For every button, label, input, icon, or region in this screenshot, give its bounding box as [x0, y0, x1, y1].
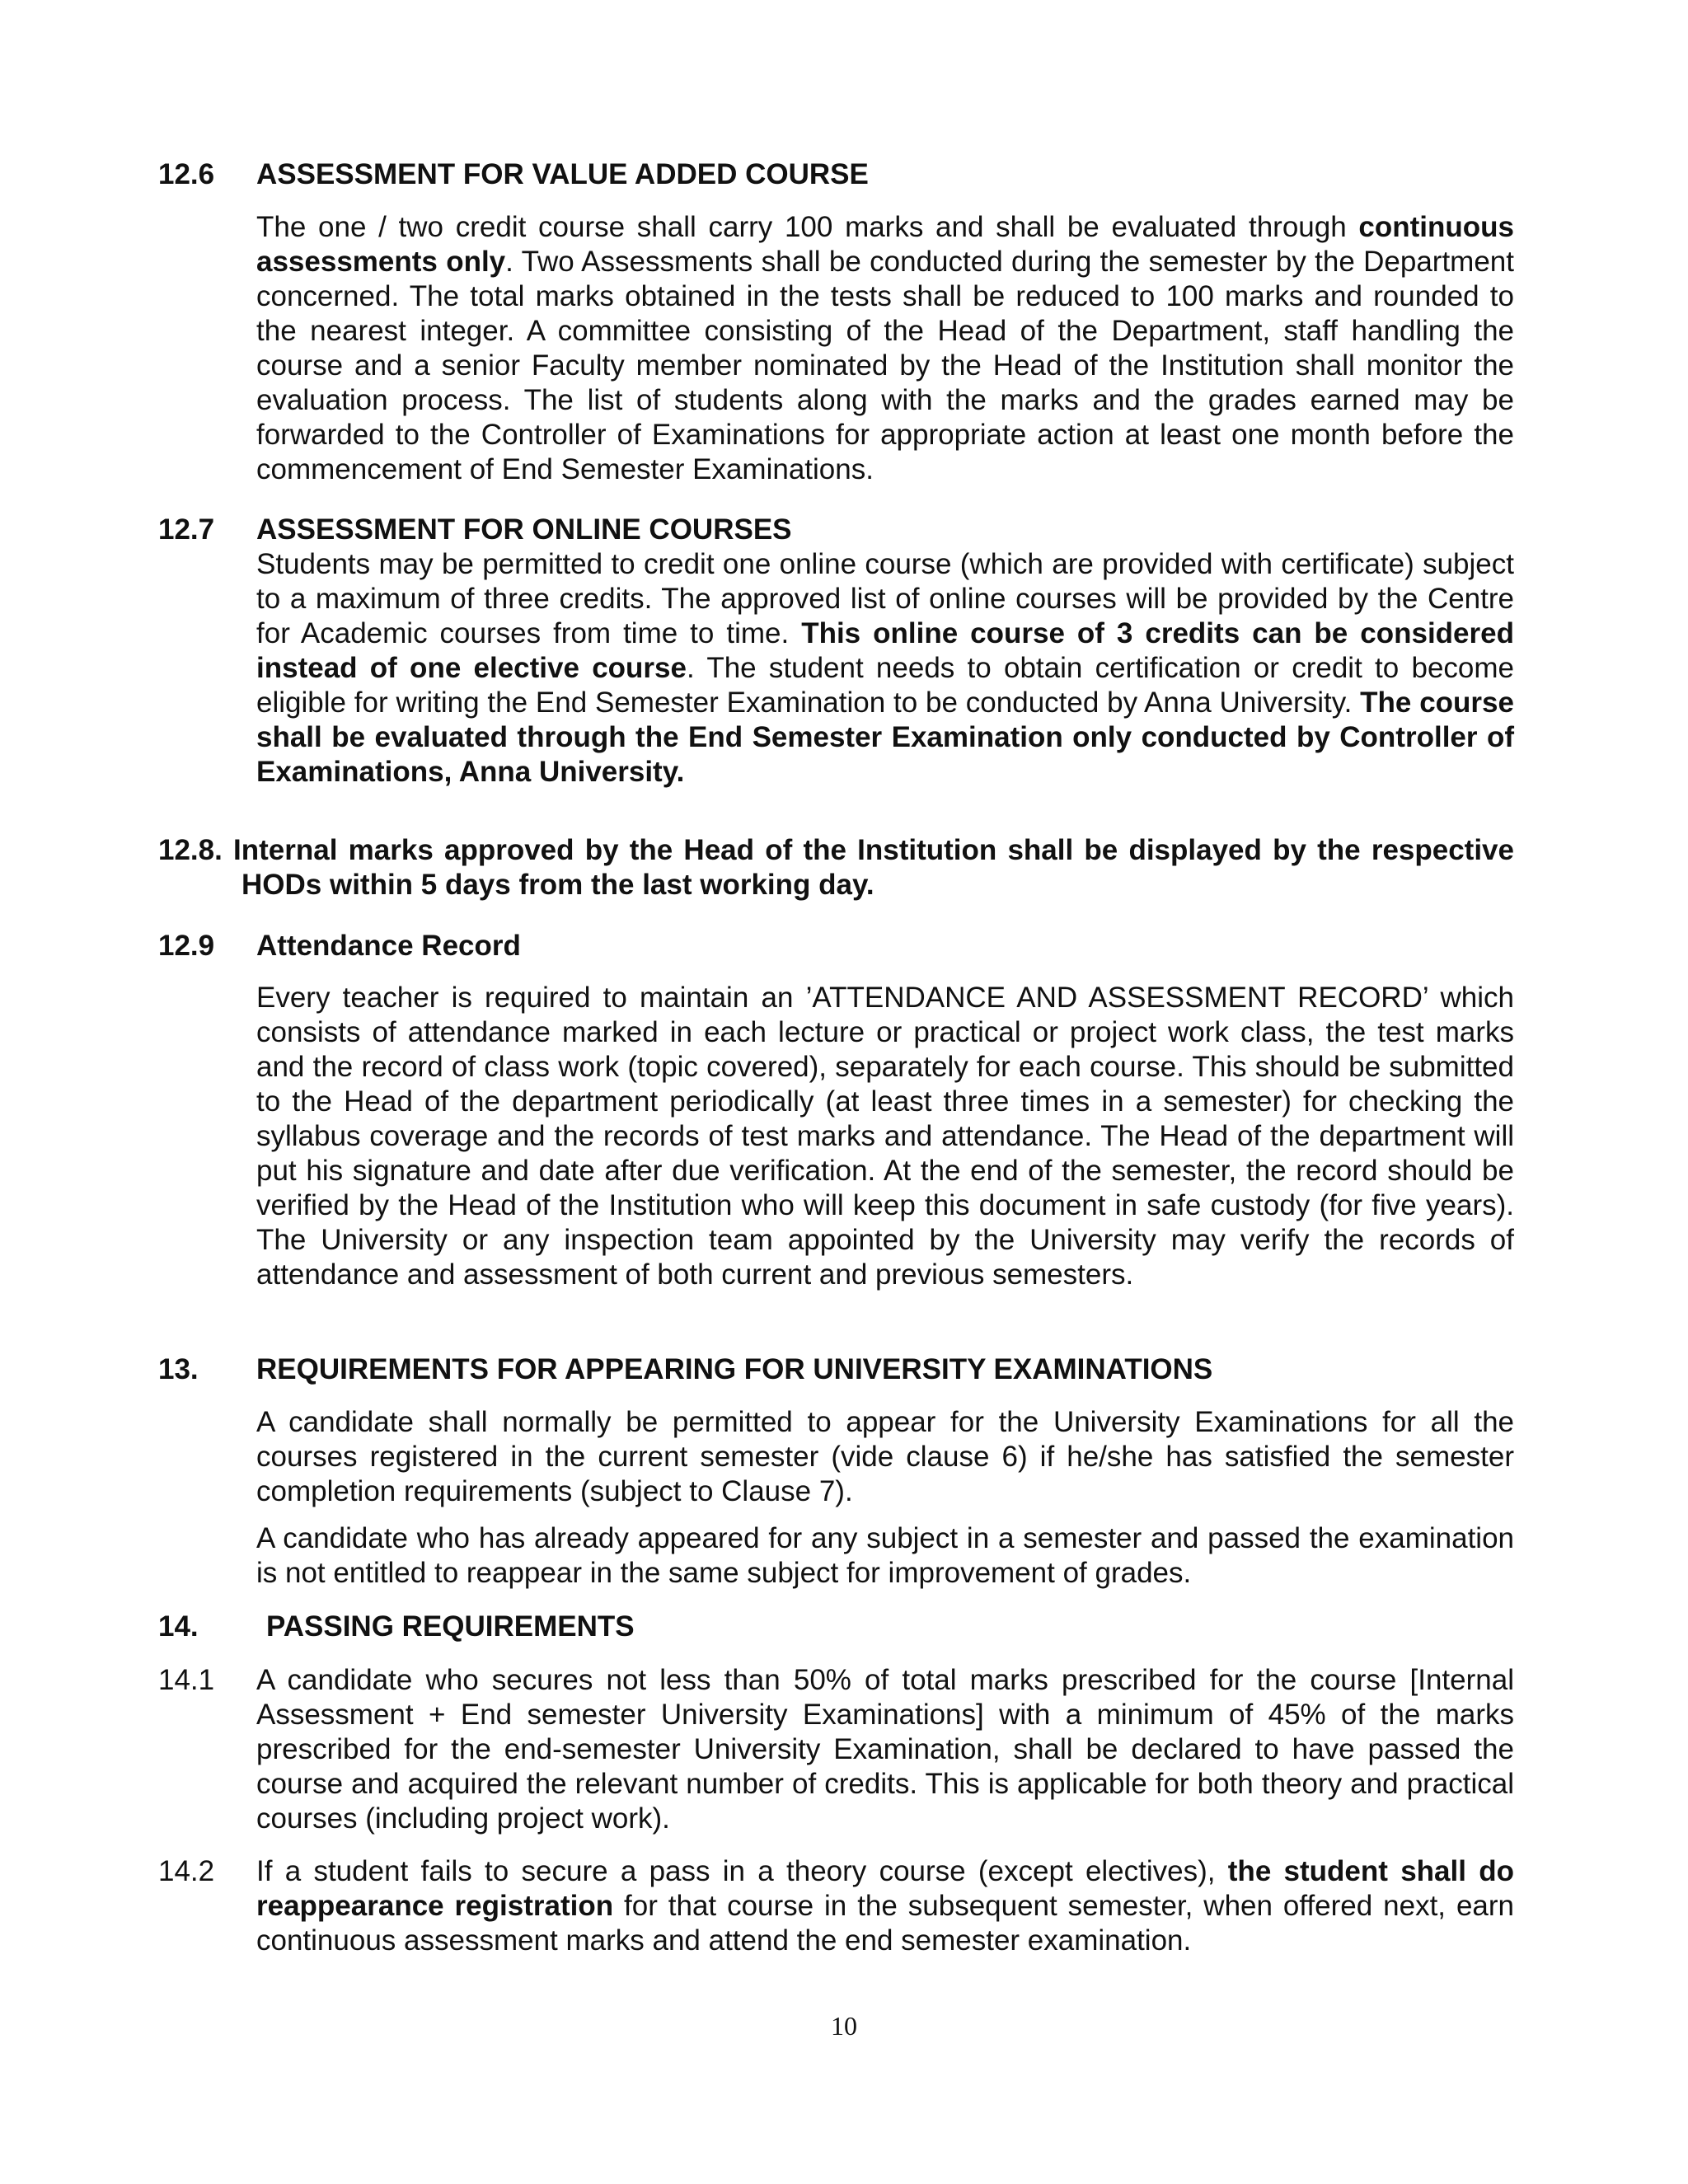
text-run: for that course in the subsequent semester, when offered next, earn continuous assessment marks and attend the end semester examination.: [256, 1890, 1514, 1957]
section-title: ASSESSMENT FOR VALUE ADDED COURSE: [256, 158, 869, 190]
section-title: PASSING REQUIREMENTS: [266, 1610, 635, 1643]
clause-text: A candidate who secures not less than 50% of total marks prescribed for the course [Internal Assessment + End semester University Examinations] with a minimum of 45% of the marks prescribed for the end-semester University Examination, shall be declared to have passed the course and acquired the relevant number of credits. This is applicable for both theory and practical courses (including project work).: [256, 1664, 1514, 1835]
section-title: Attendance Record: [256, 930, 521, 962]
section-title: ASSESSMENT FOR ONLINE COURSES: [256, 513, 792, 546]
text-run: Students may be permitted to credit one online course (which are provided with certificate) subject to a maximum of three credits. The approved list of online courses will be provided by the Centre for Academic courses from time to time.: [256, 548, 1514, 649]
text-run: The one / two credit course shall carry 100 marks and shall be evaluated through: [256, 211, 1359, 243]
page-number: 10: [831, 2011, 857, 2041]
bold-run: This online course of 3 credits can be considered instead of one elective course: [256, 617, 1514, 684]
clause-number: 14.2: [158, 1855, 215, 1887]
section-12-9-paragraph: Every teacher is required to maintain an ’ATTENDANCE AND ASSESSMENT RECORD’ which consists of attendance marked in each lecture or practical or project work class, the test marks and the record of class work (topic covered), separately for each course. This should be submitted to the Head of the department periodically (at least three times in a semester) for checking the syllabus coverage and the records of test marks and attendance. The Head of the department will put his signature and date after due verification. At the end of the semester, the record should be verified by the Head of the Institution who will keep this document in safe custody (for five years). The University or any inspection team appointed by the University may verify the records of attendance and assessment of both current and previous semesters.: [256, 982, 1514, 1291]
section-12-7-paragraph: [256, 547, 1514, 790]
clause-14-2: [158, 1854, 1514, 1958]
section-13-paragraph-1: A candidate shall normally be permitted to appear for the University Examinations for all the courses registered in the current semester (vide clause 6) if he/she has satisfied the semester completion requirements (subject to Clause 7).: [256, 1406, 1514, 1507]
clause-number: 14.1: [158, 1664, 215, 1696]
section-number: 12.6: [158, 158, 215, 190]
section-13-paragraph-2: A candidate who has already appeared for any subject in a semester and passed the examination is not entitled to reappear in the same subject for improvement of grades.: [256, 1522, 1514, 1589]
section-title: REQUIREMENTS FOR APPEARING FOR UNIVERSITY EXAMINATIONS: [256, 1353, 1213, 1385]
section-number: 14.: [158, 1610, 199, 1643]
section-12-6-paragraph: [256, 210, 1514, 487]
section-number: 12.7: [158, 513, 215, 546]
text-run: . Two Assessments shall be conducted during the semester by the Department concerned. The total marks obtained in the tests shall be reduced to 100 marks and rounded to the nearest integer. A committee consisting of the Head of the Department, staff handling the course and a senior Faculty member nominated by the Head of the Institution shall monitor the evaluation process. The list of students along with the marks and the grades earned may be forwarded to the Controller of Examinations for appropriate action at least one month before the commencement of End Semester Examinations.: [256, 246, 1514, 485]
section-12-8-paragraph: 12.8. Internal marks approved by the Head of the Institution shall be displayed by the respective HODs within 5 days from the last working day.: [158, 834, 1514, 901]
bold-run: the student shall do reappearance registration: [256, 1855, 1514, 1922]
section-number: 13.: [158, 1353, 199, 1385]
clause-14-1: [158, 1663, 1514, 1836]
text-run: If a student fails to secure a pass in a theory course (except electives),: [256, 1855, 1228, 1887]
bold-run: The course shall be evaluated through the End Semester Examination only conducted by Controller of Examinations, Anna University.: [256, 687, 1514, 788]
bold-run: continuous assessments only: [256, 211, 1514, 278]
text-run: . The student needs to obtain certification or credit to become eligible for writing the End Semester Examination to be conducted by Anna University.: [256, 652, 1514, 719]
section-number: 12.9: [158, 930, 215, 962]
